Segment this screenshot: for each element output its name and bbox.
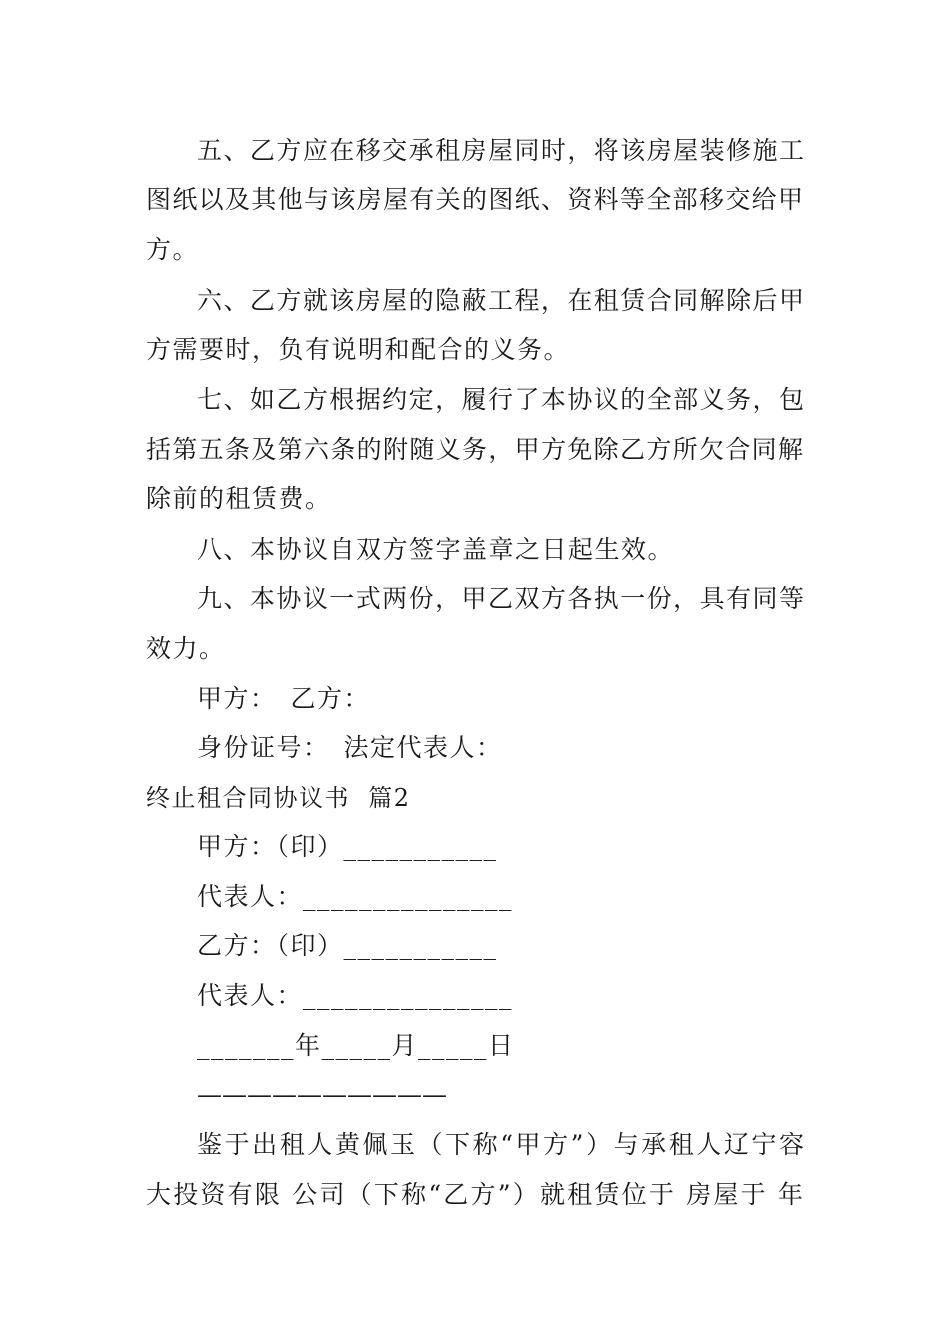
clause-9-line-2: 效力。 <box>146 634 226 663</box>
clause-6-line-1: 六、乙方就该房屋的隐蔽工程，在租赁合同解除后甲 <box>197 286 804 315</box>
section-2-title: 终止租合同协议书 篇2 <box>146 784 411 812</box>
intro-line-2: 大投资有限 公司（下称“乙方”）就租赁位于 房屋于 年 <box>146 1180 803 1209</box>
clause-9-line-1: 九、本协议一式两份，甲乙双方各执一份，具有同等 <box>197 584 804 613</box>
separator-line: —————————— <box>197 1080 447 1109</box>
date-line: _______年_____月_____日 <box>197 1031 515 1060</box>
signature-parties: 甲方： 乙方： <box>197 684 371 713</box>
party-b-seal-line: 乙方：（印）___________ <box>197 931 498 960</box>
signature-id-numbers: 身份证号： 法定代表人： <box>197 733 503 762</box>
party-a-representative-line: 代表人：_______________ <box>197 882 514 911</box>
clause-7-line-3: 除前的租赁费。 <box>146 484 332 513</box>
clause-5-line-2: 图纸以及其他与该房屋有关的图纸、资料等全部移交给甲 <box>146 185 803 214</box>
party-a-seal-line: 甲方：（印）___________ <box>197 832 498 861</box>
clause-5-line-3: 方。 <box>146 235 200 264</box>
clause-5-line-1: 五、乙方应在移交承租房屋同时，将该房屋装修施工 <box>197 136 804 165</box>
clause-7-line-2: 括第五条及第六条的附随义务，甲方免除乙方所欠合同解 <box>146 435 803 464</box>
clause-8-line-1: 八、本协议自双方签字盖章之日起生效。 <box>197 535 675 564</box>
party-b-representative-line: 代表人：_______________ <box>197 981 514 1010</box>
clause-6-line-2: 方需要时，负有说明和配合的义务。 <box>146 335 571 364</box>
intro-line-1: 鉴于出租人黄佩玉（下称“甲方”）与承租人辽宁容 <box>197 1130 804 1159</box>
clause-7-line-1: 七、如乙方根据约定，履行了本协议的全部义务，包 <box>197 385 804 414</box>
